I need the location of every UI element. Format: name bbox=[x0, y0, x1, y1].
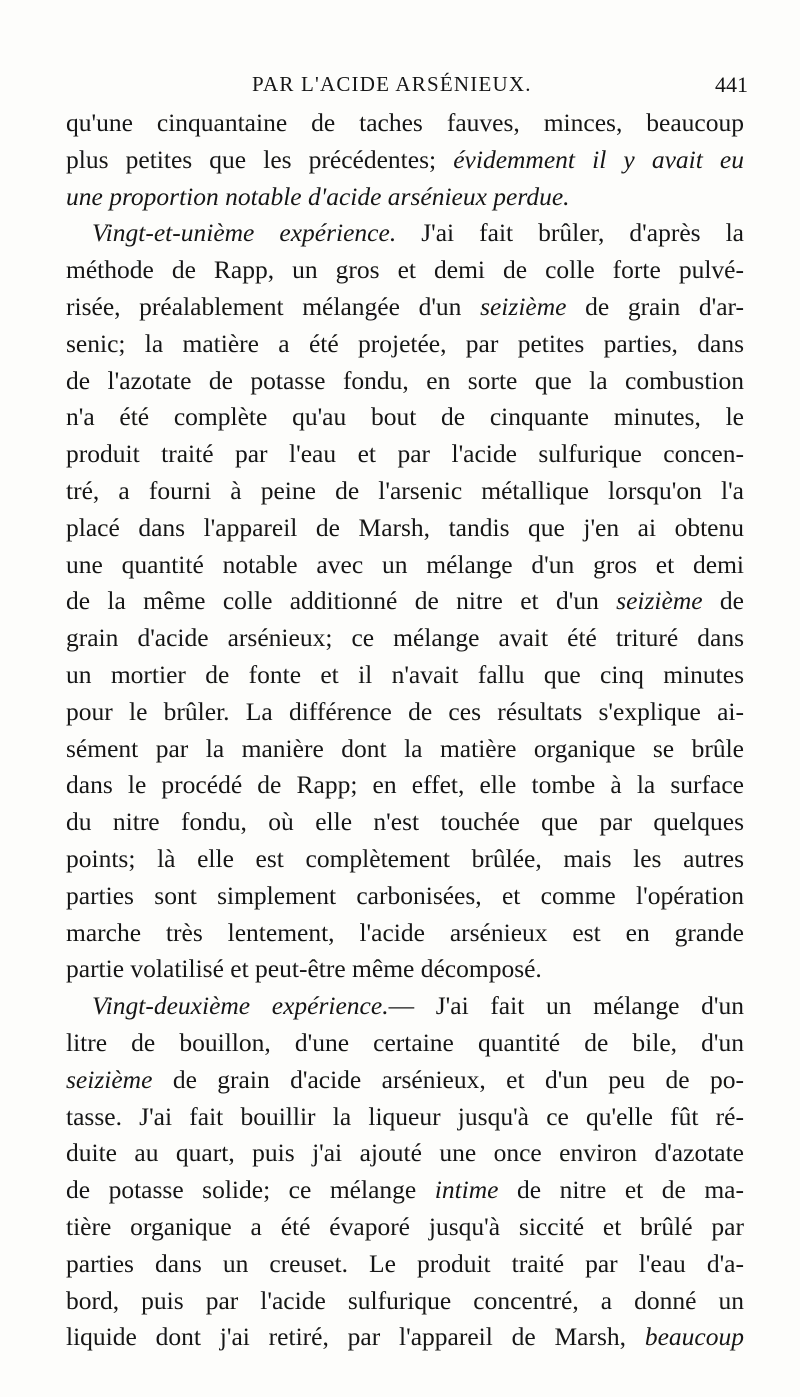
text-segment: liquide dont j'ai retiré, par l'appareil de Marsh, bbox=[66, 1322, 645, 1352]
text-line bbox=[66, 767, 744, 804]
text-line bbox=[66, 289, 744, 326]
text-line bbox=[66, 473, 744, 510]
text-segment: plus petites que les précédentes; bbox=[66, 144, 454, 174]
text-line bbox=[66, 620, 744, 657]
running-title: PAR L'ACIDE ARSÉNIEUX. bbox=[252, 72, 532, 96]
text-segment: une quantité notable avec un mélange d'un gros et demi bbox=[66, 549, 744, 579]
text-line bbox=[66, 142, 744, 179]
page-header bbox=[62, 62, 748, 102]
text-segment: risée, préalablement mélangée d'un bbox=[66, 291, 481, 321]
text-segment: dans le procédé de Rapp; en effet, elle tombe à la surface bbox=[66, 770, 744, 800]
text-segment: de grain d'ar- bbox=[566, 291, 744, 321]
text-line bbox=[66, 988, 744, 1025]
text-line bbox=[66, 878, 744, 915]
text-line bbox=[66, 1246, 744, 1283]
text-segment: partie volatilisé et peut-être même décomposé. bbox=[66, 954, 542, 984]
text-line bbox=[66, 1099, 744, 1136]
text-segment: points; là elle est complètement brûlée, mais les autres bbox=[66, 843, 744, 873]
text-segment: marche très lentement, l'acide arsénieux est en grande bbox=[66, 917, 744, 947]
text-line bbox=[66, 1283, 744, 1320]
text-segment: de l'azotate de potasse fondu, en sorte que la combustion bbox=[66, 365, 744, 395]
text-segment: duite au quart, puis j'ai ajouté une once environ d'azotate bbox=[66, 1138, 744, 1168]
text-segment: n'a été complète qu'au bout de cinquante minutes, le bbox=[66, 402, 744, 432]
italic-text-segment: intime bbox=[434, 1175, 499, 1205]
text-line bbox=[66, 105, 744, 142]
text-line bbox=[66, 841, 744, 878]
text-segment: méthode de Rapp, un gros et demi de colle forte pulvé- bbox=[66, 255, 744, 285]
text-segment: tière organique a été évaporé jusqu'à siccité et brûlé par bbox=[66, 1211, 744, 1241]
text-segment: de la même colle additionné de nitre et d'un bbox=[66, 586, 617, 616]
text-segment: bord, puis par l'acide sulfurique concentré, a donné un bbox=[66, 1285, 744, 1315]
italic-text-segment: une proportion notable d'acide arsénieux perdue. bbox=[66, 181, 570, 211]
text-line bbox=[66, 510, 744, 547]
text-segment: de potasse solide; ce mélange bbox=[66, 1175, 435, 1205]
text-line bbox=[66, 547, 744, 584]
text-line bbox=[66, 1172, 744, 1209]
text-segment: du nitre fondu, où elle n'est touchée que par quelques bbox=[66, 807, 744, 837]
text-segment: sément par la manière dont la matière organique se brûle bbox=[66, 733, 744, 763]
text-segment: pour le brûler. La différence de ces résultats s'explique ai- bbox=[66, 696, 744, 726]
text-line bbox=[66, 215, 744, 252]
italic-text-segment: Vingt-et-unième expérience. bbox=[92, 218, 397, 248]
text-line bbox=[66, 399, 744, 436]
text-segment: senic; la matière a été projetée, par petites parties, dans bbox=[66, 328, 744, 358]
text-line bbox=[66, 1135, 744, 1172]
text-segment: de nitre et de ma- bbox=[498, 1175, 744, 1205]
italic-text-segment: beaucoup bbox=[644, 1322, 744, 1352]
text-line bbox=[66, 804, 744, 841]
text-segment: litre de bouillon, d'une certaine quantité de bile, d'un bbox=[66, 1027, 744, 1057]
text-line bbox=[66, 436, 744, 473]
text-segment: tasse. J'ai fait bouillir la liqueur jusqu'à ce qu'elle fût ré- bbox=[66, 1101, 744, 1131]
text-segment: parties dans un creuset. Le produit traité par l'eau d'a- bbox=[66, 1248, 744, 1278]
text-line bbox=[66, 694, 744, 731]
text-line bbox=[66, 915, 744, 952]
text-line bbox=[66, 179, 744, 216]
text-line bbox=[66, 326, 744, 363]
text-line bbox=[66, 1062, 744, 1099]
text-segment: un mortier de fonte et il n'avait fallu que cinq minutes bbox=[66, 659, 744, 689]
italic-text-segment: Vingt-deuxième expérience. bbox=[92, 991, 389, 1021]
text-line bbox=[66, 1209, 744, 1246]
text-segment: — J'ai fait un mélange d'un bbox=[388, 991, 744, 1021]
text-segment: parties sont simplement carbonisées, et comme l'opération bbox=[66, 880, 744, 910]
text-segment: produit traité par l'eau et par l'acide sulfurique concen- bbox=[66, 439, 744, 469]
text-segment: grain d'acide arsénieux; ce mélange avait été trituré dans bbox=[66, 623, 744, 653]
italic-text-segment: évidemment il y avait eu bbox=[453, 144, 744, 174]
text-segment: de bbox=[702, 586, 744, 616]
italic-text-segment: seizième bbox=[616, 586, 703, 616]
text-segment: J'ai fait brûler, d'après la bbox=[396, 218, 744, 248]
text-segment: qu'une cinquantaine de taches fauves, minces, beaucoup bbox=[66, 108, 744, 137]
text-segment: tré, a fourni à peine de l'arsenic métallique lorsqu'on l'a bbox=[66, 475, 744, 505]
text-line bbox=[66, 583, 744, 620]
italic-text-segment: seizième bbox=[66, 1064, 153, 1094]
page-number: 441 bbox=[715, 72, 748, 97]
text-segment: placé dans l'appareil de Marsh, tandis que j'en ai obtenu bbox=[66, 512, 744, 542]
text-segment: de grain d'acide arsénieux, et d'un peu de po- bbox=[152, 1064, 744, 1094]
italic-text-segment: seizième bbox=[480, 291, 567, 321]
text-line bbox=[66, 657, 744, 694]
body-text bbox=[66, 105, 744, 1356]
text-line bbox=[66, 1319, 744, 1356]
text-line bbox=[66, 252, 744, 289]
text-line bbox=[66, 363, 744, 400]
text-line bbox=[66, 951, 744, 988]
text-line bbox=[66, 1025, 744, 1062]
text-line bbox=[66, 731, 744, 768]
